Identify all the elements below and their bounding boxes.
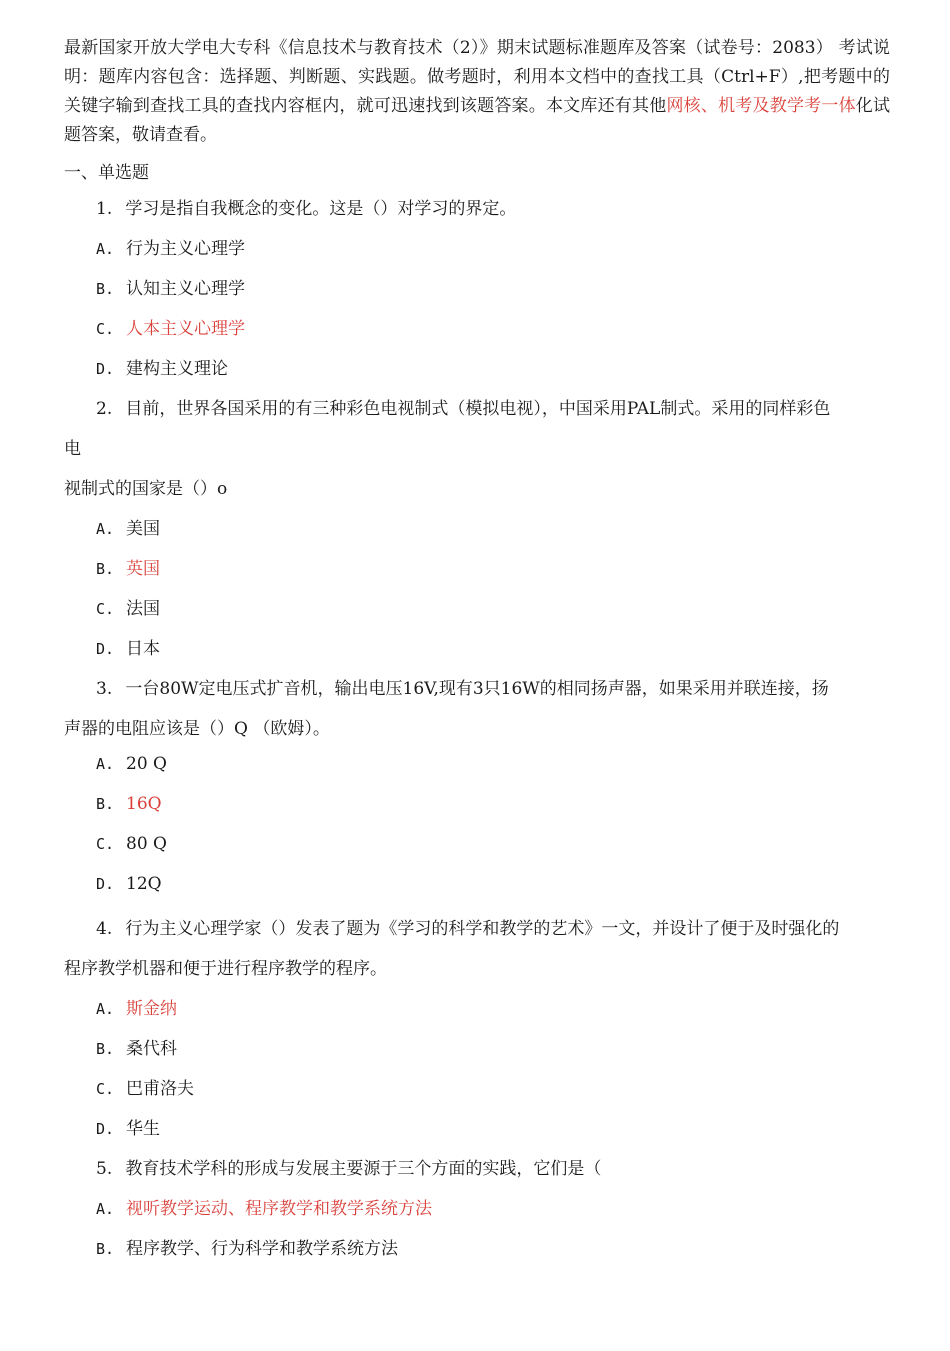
question-2 bbox=[96, 394, 830, 419]
option-3a bbox=[96, 754, 167, 774]
option-letter: C. bbox=[96, 1080, 115, 1098]
option-2c bbox=[96, 594, 160, 619]
option-3b-correct bbox=[96, 794, 162, 814]
option-text: 12Q bbox=[126, 874, 162, 894]
option-text: 20 Q bbox=[126, 754, 167, 774]
option-text: 华生 bbox=[126, 1119, 160, 1139]
question-text: 一台80W定电压式扩音机，输出电压16V,现有3只16W的相同扬声器，如果采用并联连接，扬 bbox=[125, 679, 829, 699]
option-letter: D. bbox=[96, 875, 115, 893]
question-text: 目前，世界各国采用的有三种彩色电视制式（模拟电视），中国采用PAL制式。采用的同样彩色 bbox=[125, 399, 831, 419]
intro-highlight: 网核、机考及教学考一体 bbox=[666, 96, 856, 116]
option-2d bbox=[96, 634, 160, 659]
option-1d bbox=[96, 354, 228, 379]
question-number: 1. bbox=[96, 199, 113, 219]
option-text: 80 Q bbox=[126, 834, 167, 854]
option-letter: D. bbox=[96, 640, 115, 658]
question-text: 行为主义心理学家（）发表了题为《学习的科学和教学的艺术》一文，并设计了便于及时强化的 bbox=[125, 919, 840, 939]
option-letter: A. bbox=[96, 1000, 115, 1018]
option-5b bbox=[96, 1234, 398, 1259]
question-number: 2. bbox=[96, 399, 113, 419]
option-4d bbox=[96, 1114, 160, 1139]
question-5 bbox=[96, 1154, 601, 1179]
option-4b bbox=[96, 1034, 177, 1059]
option-4c bbox=[96, 1074, 194, 1099]
intro-text-end: 化试题答案，敬请查看。 bbox=[64, 96, 891, 145]
option-text: 人本主义心理学 bbox=[126, 319, 245, 339]
question-4-continuation: 程序教学机器和便于进行程序教学的程序。 bbox=[64, 959, 387, 979]
option-2b-correct bbox=[96, 554, 160, 579]
option-1a bbox=[96, 234, 245, 259]
option-text: 美国 bbox=[126, 519, 160, 539]
question-number: 5. bbox=[96, 1159, 113, 1179]
option-text: 行为主义心理学 bbox=[126, 239, 245, 259]
intro-text: 最新国家开放大学电大专科《信息技术与教育技术（2）》期末试题标准题库及答案（试卷号：2083） 考试说明：题库内容包含：选择题、判断题、实践题。做考题时，利用本文档中的查找工具（Ctrl+F）,把考题中的关键字输到查找工具的查找内容框内，就可迅速找到该题答案。本文库还有其他 bbox=[64, 38, 890, 116]
question-4 bbox=[96, 914, 839, 939]
option-text: 斯金纳 bbox=[126, 999, 177, 1019]
question-2-continuation: 视制式的国家是（）o bbox=[64, 479, 228, 499]
option-text: 法国 bbox=[126, 599, 160, 619]
option-text: 认知主义心理学 bbox=[126, 279, 245, 299]
option-letter: B. bbox=[96, 1240, 115, 1258]
option-letter: B. bbox=[96, 560, 115, 578]
option-letter: A. bbox=[96, 1200, 115, 1218]
intro-paragraph bbox=[64, 34, 890, 150]
option-1c-correct bbox=[96, 314, 245, 339]
question-2-continuation: 电 bbox=[64, 439, 81, 459]
question-number: 4. bbox=[96, 919, 113, 939]
section-heading: 一、单选题 bbox=[64, 163, 149, 183]
option-letter: A. bbox=[96, 755, 115, 773]
option-3c bbox=[96, 834, 167, 854]
option-4a-correct bbox=[96, 994, 177, 1019]
option-3d bbox=[96, 874, 162, 894]
option-text: 日本 bbox=[126, 639, 160, 659]
question-3 bbox=[96, 674, 829, 699]
option-text: 英国 bbox=[126, 559, 160, 579]
option-letter: B. bbox=[96, 1040, 115, 1058]
question-3-continuation: 声器的电阻应该是（）Q （欧姆）。 bbox=[64, 719, 330, 739]
question-1 bbox=[96, 194, 516, 219]
option-text: 建构主义理论 bbox=[126, 359, 228, 379]
option-text: 程序教学、行为科学和教学系统方法 bbox=[126, 1239, 398, 1259]
option-letter: B. bbox=[96, 280, 115, 298]
option-1b bbox=[96, 274, 245, 299]
option-letter: B. bbox=[96, 795, 115, 813]
option-5a-correct bbox=[96, 1194, 432, 1219]
option-letter: D. bbox=[96, 360, 115, 378]
question-number: 3. bbox=[96, 679, 113, 699]
option-letter: A. bbox=[96, 520, 115, 538]
option-text: 桑代科 bbox=[126, 1039, 177, 1059]
option-letter: A. bbox=[96, 240, 115, 258]
option-text: 视听教学运动、程序教学和教学系统方法 bbox=[126, 1199, 432, 1219]
option-letter: C. bbox=[96, 320, 115, 338]
option-letter: C. bbox=[96, 835, 115, 853]
option-letter: D. bbox=[96, 1120, 115, 1138]
question-text: 学习是指自我概念的变化。这是（）对学习的界定。 bbox=[125, 199, 517, 219]
option-text: 16Q bbox=[126, 794, 162, 814]
option-letter: C. bbox=[96, 600, 115, 618]
question-text: 教育技术学科的形成与发展主要源于三个方面的实践，它们是（ bbox=[125, 1159, 602, 1179]
option-2a bbox=[96, 514, 160, 539]
option-text: 巴甫洛夫 bbox=[126, 1079, 194, 1099]
